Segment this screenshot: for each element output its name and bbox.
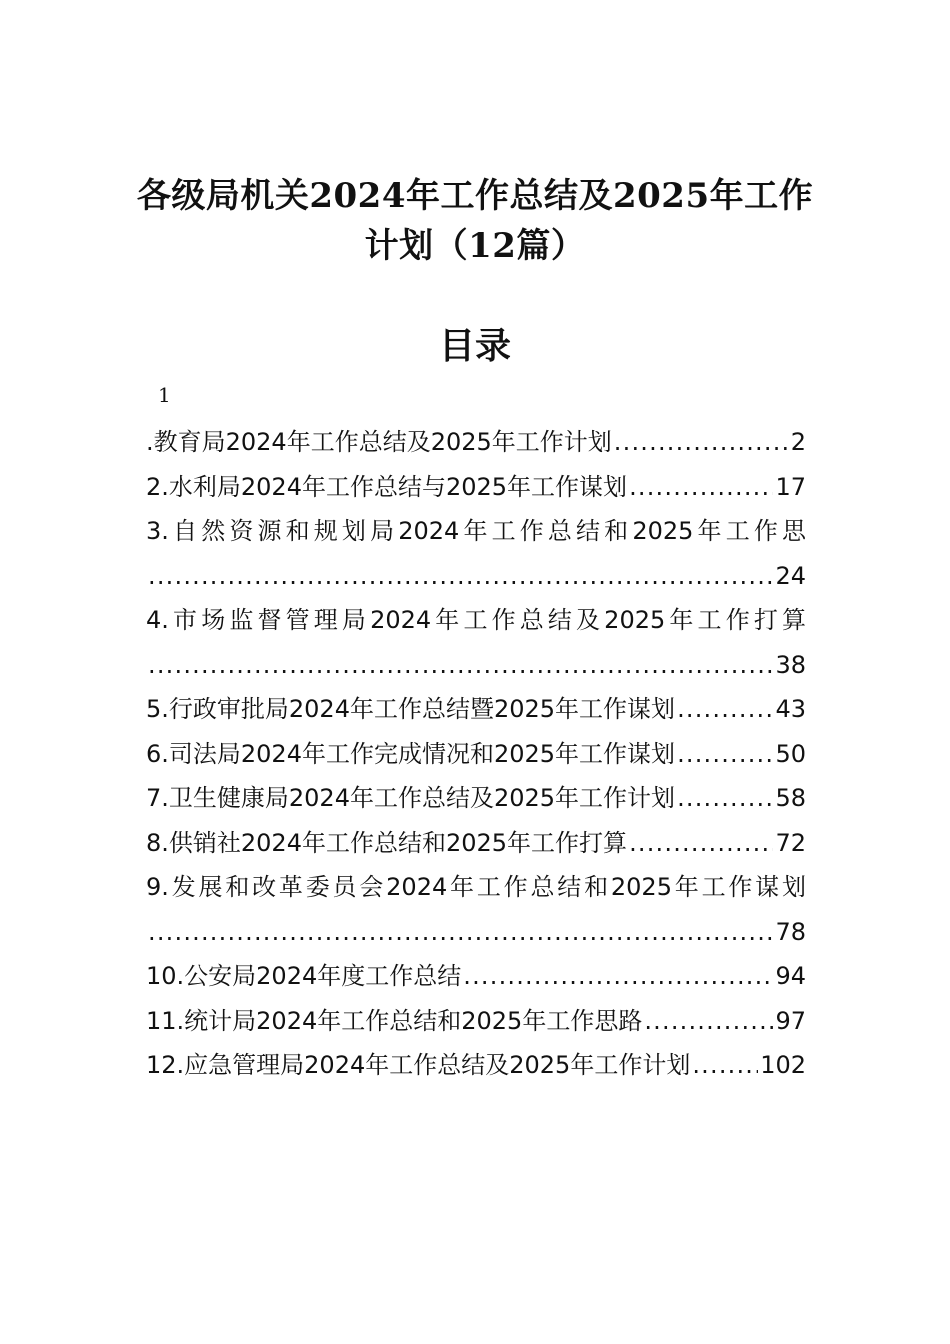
toc-entry-page: 72	[775, 828, 806, 857]
toc-leader-dots	[629, 821, 773, 866]
toc-entry-title: 3.自然资源和规划局2024年工作总结和2025年工作思	[146, 517, 806, 545]
toc-entry-4-continuation[interactable]	[146, 643, 806, 688]
toc-entry-9[interactable]	[146, 865, 806, 910]
toc-entry-12[interactable]	[146, 1043, 806, 1088]
toc-entry-title: 6.司法局2024年工作完成情况和2025年工作谋划	[146, 739, 676, 768]
toc-leader-dots	[677, 776, 773, 821]
toc-entry-5[interactable]	[146, 687, 806, 732]
toc-entry-title: 5.行政审批局2024年工作总结暨2025年工作谋划	[146, 695, 676, 723]
toc-leader-dots	[463, 954, 773, 999]
toc-entry-10[interactable]	[146, 954, 806, 999]
toc-entry-title: .教育局2024年工作总结及2025年工作计划	[146, 428, 612, 456]
document-title-line-2: 计划（12篇）	[364, 226, 586, 266]
toc-entry-page: 24	[775, 561, 806, 590]
toc-entry-page: 97	[775, 1006, 806, 1035]
toc-entry-11[interactable]	[146, 999, 806, 1044]
document-title-line-1: 各级局机关2024年工作总结及2025年工作	[136, 176, 814, 216]
toc-entry-7[interactable]	[146, 776, 806, 821]
toc-entry-title: 2.水利局2024年工作总结与2025年工作谋划	[146, 472, 628, 501]
toc-entry-title: 12.应急管理局2024年工作总结及2025年工作计划	[146, 1051, 691, 1079]
toc-leader-dots	[677, 732, 773, 777]
toc-heading: 目录	[438, 325, 511, 367]
toc-leader-dots	[644, 999, 773, 1044]
toc-leader-dots	[677, 687, 773, 732]
toc-entry-page: 50	[775, 739, 806, 768]
toc-entry-4[interactable]	[146, 598, 806, 643]
toc-entry-title: 9.发展和改革委员会2024年工作总结和2025年工作谋划	[146, 873, 806, 901]
toc-entry-page: 2	[790, 428, 806, 456]
toc-leader-dots	[148, 643, 773, 688]
toc-entry-page: 58	[775, 784, 806, 812]
toc-entry-page: 38	[775, 650, 806, 679]
toc-entry-title: 10.公安局2024年度工作总结	[146, 962, 462, 990]
toc-entry-9-continuation[interactable]	[146, 910, 806, 955]
toc-entry-page: 78	[775, 917, 806, 946]
toc-leader-dots	[614, 420, 789, 465]
toc-leader-dots	[148, 554, 773, 599]
toc-entry-title: 8.供销社2024年工作总结和2025年工作打算	[146, 828, 628, 857]
toc-leader-dots	[148, 910, 773, 955]
toc-entry-page: 102	[760, 1051, 806, 1079]
toc-entry-page: 17	[775, 472, 806, 501]
toc-entry-8[interactable]	[146, 821, 806, 866]
toc-entry-title: 11.统计局2024年工作总结和2025年工作思路	[146, 1006, 643, 1035]
toc-entry-3[interactable]	[146, 509, 806, 554]
toc-entry-1[interactable]	[146, 420, 806, 465]
toc-entry-page: 94	[775, 962, 806, 990]
toc-leader-dots	[692, 1043, 758, 1088]
table-of-contents	[146, 420, 806, 1088]
toc-entry-title: 4.市场监督管理局2024年工作总结及2025年工作打算	[146, 606, 806, 634]
toc-entry-title: 7.卫生健康局2024年工作总结及2025年工作计划	[146, 784, 676, 812]
toc-entry-3-continuation[interactable]	[146, 554, 806, 599]
toc-entry-2[interactable]	[146, 465, 806, 510]
toc-entry-page: 43	[775, 695, 806, 723]
toc-first-number: 1	[158, 383, 171, 407]
toc-entry-6[interactable]	[146, 732, 806, 777]
toc-leader-dots	[629, 465, 773, 510]
